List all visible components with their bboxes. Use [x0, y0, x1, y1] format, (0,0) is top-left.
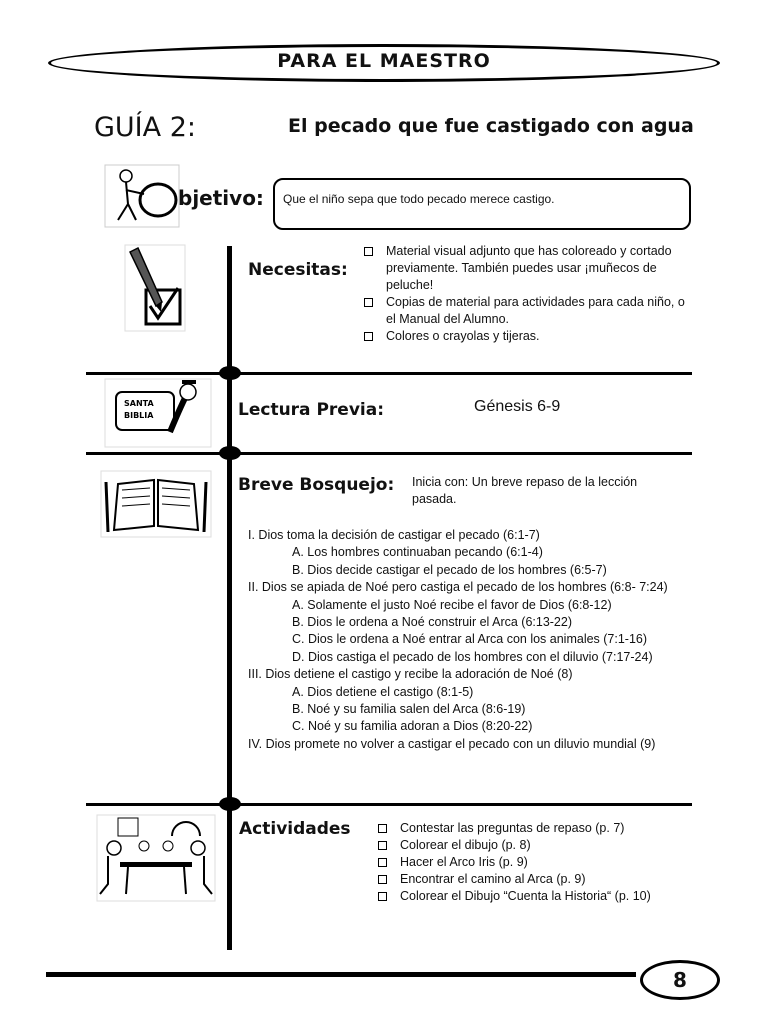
objective-label: bjetivo: [178, 186, 264, 210]
divider-outline [86, 452, 692, 455]
timeline-dot [219, 366, 241, 380]
outline-subpoint: B. Noé y su familia salen del Arca (8:6-19) [292, 702, 526, 717]
outline-subpoint: C. Noé y su familia adoran a Dios (8:20-22) [292, 719, 533, 734]
child-with-hoop-icon [104, 164, 180, 228]
list-item: Copias de material para actividades para cada niño, o el Manual del Alumno. [362, 294, 692, 328]
guide-title: El pecado que fue castigado con agua [288, 115, 694, 137]
activities-list [376, 820, 696, 905]
list-item: Colorear el dibujo (p. 8) [376, 837, 696, 854]
list-item: Hacer el Arco Iris (p. 9) [376, 854, 696, 871]
reading-reference: Génesis 6-9 [474, 398, 561, 415]
reading-label: Lectura Previa: [238, 400, 384, 420]
divider-activities [86, 803, 692, 806]
list-item: Material visual adjunto que has coloreado y cortado previamente. También puedes usar ¡muñecos de peluche! [362, 243, 692, 294]
needs-list [362, 243, 692, 345]
outline-point: I. Dios toma la decisión de castigar el pecado (6:1-7) [248, 528, 540, 542]
objective-box [273, 178, 691, 230]
list-item: Contestar las preguntas de repaso (p. 7) [376, 820, 696, 837]
outline-subpoint: C. Dios le ordena a Noé entrar al Arca con los animales (7:1-16) [292, 632, 648, 647]
list-item: Colorear el Dibujo “Cuenta la Historia“ (p. 10) [376, 888, 696, 905]
bible-bookworm-icon [104, 378, 212, 448]
pencil-checkbox-icon [124, 244, 186, 332]
guide-label: GUÍA 2: [94, 112, 196, 143]
outline-label: Breve Bosquejo: [238, 475, 395, 495]
list-item: Encontrar el camino al Arca (p. 9) [376, 871, 696, 888]
timeline-dot [219, 446, 241, 460]
objective-text: Que el niño sepa que todo pecado merece castigo. [283, 192, 555, 206]
activities-label: Actividades [239, 819, 351, 839]
outline-list [248, 527, 668, 753]
outline-intro: Inicia con: Un breve repaso de la lección pasada. [412, 475, 638, 506]
outline-subpoint: A. Solamente el justo Noé recibe el favor de Dios (6:8-12) [292, 597, 612, 612]
outline-subpoint: B. Dios le ordena a Noé construir el Arca (6:13-22) [292, 615, 572, 630]
timeline-vertical-line [227, 246, 232, 950]
outline-subpoint: A. Los hombres continuaban pecando (6:1-4) [292, 545, 543, 560]
list-item: Colores o crayolas y tijeras. [362, 328, 692, 345]
children-at-table-icon [96, 814, 216, 902]
bible-text-line-1: SANTA [124, 399, 154, 408]
needs-label: Necesitas: [248, 260, 348, 280]
timeline-dot [219, 797, 241, 811]
outline-point: III. Dios detiene el castigo y recibe la adoración de Noé (8) [248, 667, 573, 682]
footer-line [46, 972, 636, 977]
open-book-icon [100, 470, 212, 538]
header-title: PARA EL MAESTRO [277, 50, 491, 72]
outline-subpoint: A. Dios detiene el castigo (8:1-5) [292, 684, 474, 699]
outline-subpoint: B. Dios decide castigar el pecado de los hombres (6:5-7) [292, 562, 607, 577]
outline-subpoint: D. Dios castiga el pecado de los hombres con el diluvio (7:17-24) [292, 649, 653, 664]
bible-text-line-2: BIBLIA [124, 411, 154, 420]
page-number: 8 [640, 960, 720, 1000]
outline-point: II. Dios se apiada de Noé pero castiga el pecado de los hombres (6:8- 7:24) [248, 580, 668, 595]
divider-reading [86, 372, 692, 375]
outline-point: IV. Dios promete no volver a castigar el pecado con un diluvio mundial (9) [248, 736, 656, 751]
